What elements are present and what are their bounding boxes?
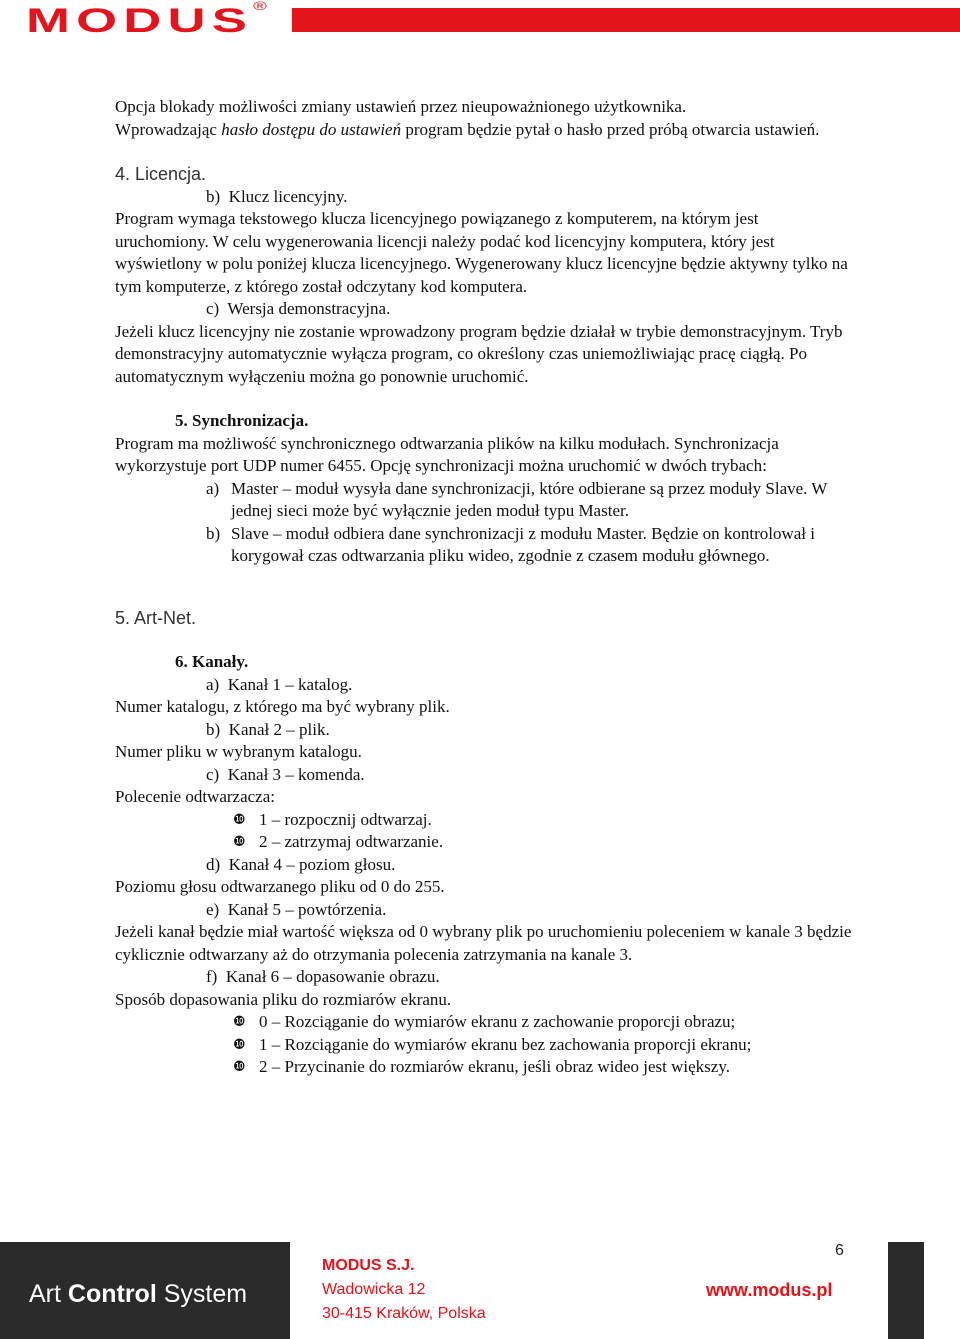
section-heading-licencja: 4. Licencja. xyxy=(115,164,207,184)
list-item: a) Master – moduł wysyła dane synchronizacji, które odbierane są przez moduły Slave. W jednej sieci może być wyłącznie jeden moduł typu Master. xyxy=(206,478,828,520)
section-heading-artnet: 5. Art-Net. xyxy=(115,607,197,628)
subheading-kanal-6: f) Kanał 6 – dopasowanie obrazu. xyxy=(206,967,440,986)
list-item: ❿ 2 – Przycinanie do rozmiarów ekranu, jeśli obraz wideo jest większy. xyxy=(115,1056,855,1079)
art-control-system-logo: Art Control System xyxy=(29,1280,248,1308)
bullet-icon: ❿ xyxy=(233,1014,246,1030)
list-item: ❿ 0 – Rozciąganie do wymiarów ekranu z zachowanie proporcji obrazu; xyxy=(115,1011,855,1034)
company-street: Wadowicka 12 xyxy=(322,1281,426,1298)
page-header xyxy=(0,0,960,44)
kanal-1-text: Numer katalogu, z którego ma być wybrany plik. xyxy=(115,697,450,716)
footer-brand-block xyxy=(0,1242,290,1339)
company-name: MODUS S.J. xyxy=(322,1257,415,1274)
licencja-wersja-text: Jeżeli klucz licencyjny nie zostanie wprowadzony program będzie działał w trybie demonstracyjnym. Tryb demonstracyjny automatycznie wyłącza program, co określony czas uniemożliwiając pracę ciągłą. Po automatycznym wyłączeniu można go ponownie uruchomić. xyxy=(115,321,843,386)
subheading-kanal-5: e) Kanał 5 – powtórzenia. xyxy=(206,899,387,919)
list-item: ❿ 2 – zatrzymaj odtwarzanie. xyxy=(115,831,855,854)
company-city: 30-415 Kraków, Polska xyxy=(322,1305,486,1322)
footer-dark-block xyxy=(888,1242,924,1339)
section-heading-kanaly: 6. Kanały. xyxy=(175,652,249,671)
list-item: b) Slave – moduł odbiera dane synchronizacji z modułu Master. Będzie on kontrolował i korygował czas odtwarzania pliku wideo, zgodnie z czasem modułu głównego. xyxy=(206,523,815,565)
header-red-bar xyxy=(292,8,960,32)
bullet-icon: ❿ xyxy=(233,834,246,850)
modus-logo: MODUS® xyxy=(26,0,267,40)
website-link[interactable]: www.modus.pl xyxy=(706,1280,833,1300)
kanal-6-text: Sposób dopasowania pliku do rozmiarów ekranu. xyxy=(115,989,452,1009)
document-body xyxy=(115,96,855,1079)
intro-line-1: Opcja blokady możliwości zmiany ustawień przez nieupoważnionego użytkownika. xyxy=(115,97,687,116)
section-heading-sync: 5. Synchronizacja. xyxy=(175,411,309,430)
sync-mode-list xyxy=(115,478,855,568)
kanal-5-text: Jeżeli kanał będzie miał wartość większa od 0 wybrany plik po uruchomieniu poleceniem w kanale 3 będzie cyklicznie odtwarzany aż do otrzymania polecenia zatrzymania na kanale 3. xyxy=(115,922,852,964)
licencja-klucz-text: Program wymaga tekstowego klucza licencyjnego powiązanego z komputerem, na którym jest uruchomiony. W celu wygenerowania licencji należy podać kod licencyjny komputera, który jest wyświetlony w polu poniżej klucza licencyjnego. Wygenerowany klucz licencyjne będzie aktywny tylko na tym komputerze, z którego został odczytany kod komputera. xyxy=(115,209,848,296)
subheading-wersja: c) Wersja demonstracyjna. xyxy=(206,299,391,318)
bullet-icon: ❿ xyxy=(233,811,246,828)
subheading-kanal-2: b) Kanał 2 – plik. xyxy=(206,719,330,739)
subheading-kanal-4: d) Kanał 4 – poziom głosu. xyxy=(206,854,396,874)
subheading-kanal-3: c) Kanał 3 – komenda. xyxy=(206,764,365,784)
kanal-3-text: Polecenie odtwarzacza: xyxy=(115,787,275,806)
kanal-4-text: Poziomu głosu odtwarzanego pliku od 0 do 255. xyxy=(115,877,445,896)
intro-line-2: Wprowadzając hasło dostępu do ustawień program będzie pytał o hasło przed próbą otwarcia ustawień. xyxy=(115,119,820,139)
bullet-icon: ❿ xyxy=(233,1036,246,1053)
kanal-2-text: Numer pliku w wybranym katalogu. xyxy=(115,742,362,761)
subheading-kanal-1: a) Kanał 1 – katalog. xyxy=(206,674,353,694)
page-number: 6 xyxy=(835,1242,844,1259)
page-footer xyxy=(0,1242,960,1339)
footer-address xyxy=(322,1254,486,1326)
sync-text: Program ma możliwość synchronicznego odtwarzania plików na kilku modułach. Synchronizacja wykorzystuje port UDP numer 6455. Opcję synchronizacji można uruchomić w dwóch trybach: xyxy=(115,433,779,475)
bullet-icon: ❿ xyxy=(233,1059,246,1075)
list-item: ❿ 1 – rozpocznij odtwarzaj. xyxy=(115,809,855,832)
list-item: ❿ 1 – Rozciąganie do wymiarów ekranu bez zachowania proporcji ekranu; xyxy=(115,1034,855,1057)
subheading-klucz: b) Klucz licencyjny. xyxy=(206,186,348,206)
